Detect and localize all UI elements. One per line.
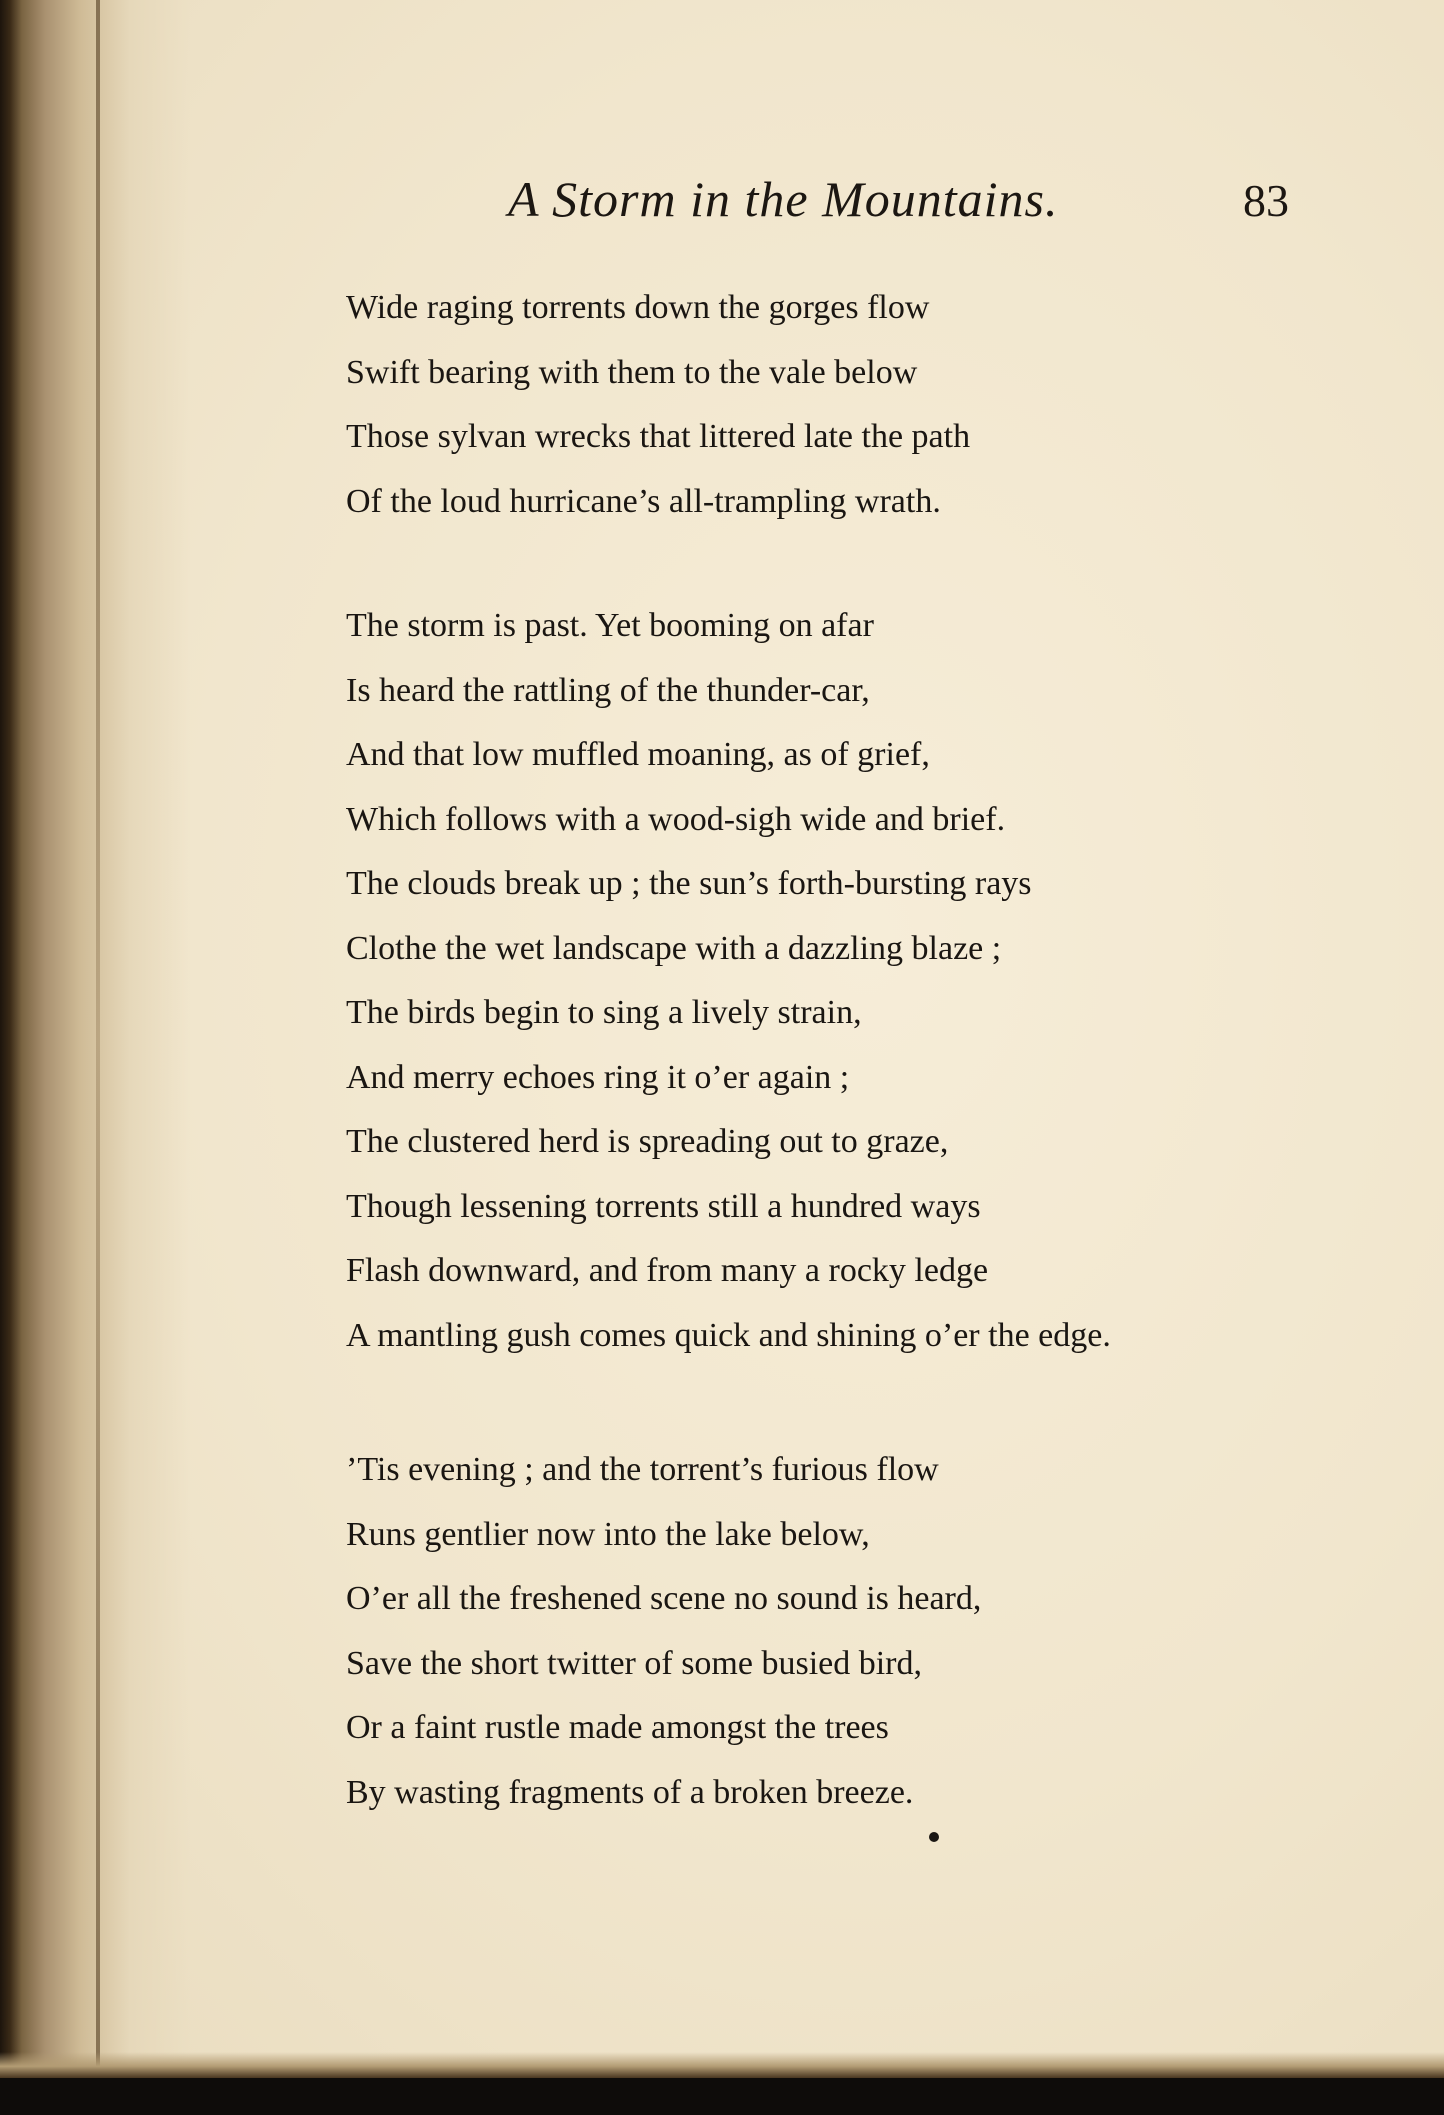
- verse-line: And merry echoes ring it o’er again ;: [346, 1058, 850, 1096]
- stanza-1: [346, 276, 1346, 534]
- verse-line: Save the short twitter of some busied bird,: [346, 1644, 923, 1682]
- stanza-3: [346, 1438, 1346, 1825]
- verse-line: The birds begin to sing a lively strain,: [346, 994, 862, 1031]
- page-bottom-edge: [0, 2052, 1444, 2078]
- verse-line: Is heard the rattling of the thunder-car,: [346, 671, 870, 709]
- verse-line: Clothe the wet landscape with a dazzling blaze ;: [346, 929, 1002, 967]
- spine-fold: [96, 0, 100, 2078]
- verse-line: And that low muffled moaning, as of grief,: [346, 736, 930, 773]
- verse-line: Which follows with a wood-sigh wide and brief.: [346, 800, 1006, 838]
- verse-line: The clustered herd is spreading out to graze,: [346, 1123, 949, 1160]
- verse-line: Of the loud hurricane’s all-trampling wrath.: [346, 482, 941, 520]
- verse-line: A mantling gush comes quick and shining o’er the edge.: [346, 1316, 1111, 1354]
- verse-line: The clouds break up ; the sun’s forth-bursting rays: [346, 865, 1032, 902]
- verse-line: The storm is past. Yet booming on afar: [346, 607, 874, 644]
- verse-line: ’Tis evening ; and the torrent’s furious flow: [346, 1451, 939, 1488]
- verse-line: Or a faint rustle made amongst the trees: [346, 1709, 889, 1746]
- verse-line: Flash downward, and from many a rocky ledge: [346, 1252, 989, 1289]
- verse-line: Wide raging torrents down the gorges flow: [346, 289, 930, 326]
- verse-line: Those sylvan wrecks that littered late the path: [346, 418, 971, 455]
- running-title: A Storm in the Mountains.: [508, 171, 1059, 227]
- stanza-2: [346, 594, 1346, 1368]
- verse-line: Swift bearing with them to the vale below: [346, 353, 918, 391]
- spine-shadow: [0, 0, 190, 2078]
- ink-dot-mark: [929, 1832, 939, 1842]
- verse-line: By wasting fragments of a broken breeze.: [346, 1773, 914, 1811]
- verse-line: Though lessening torrents still a hundred ways: [346, 1187, 981, 1225]
- verse-line: O’er all the freshened scene no sound is heard,: [346, 1580, 982, 1617]
- verse-line: Runs gentlier now into the lake below,: [346, 1515, 870, 1553]
- page-number: 83: [1243, 175, 1289, 226]
- page-header: [0, 170, 1444, 240]
